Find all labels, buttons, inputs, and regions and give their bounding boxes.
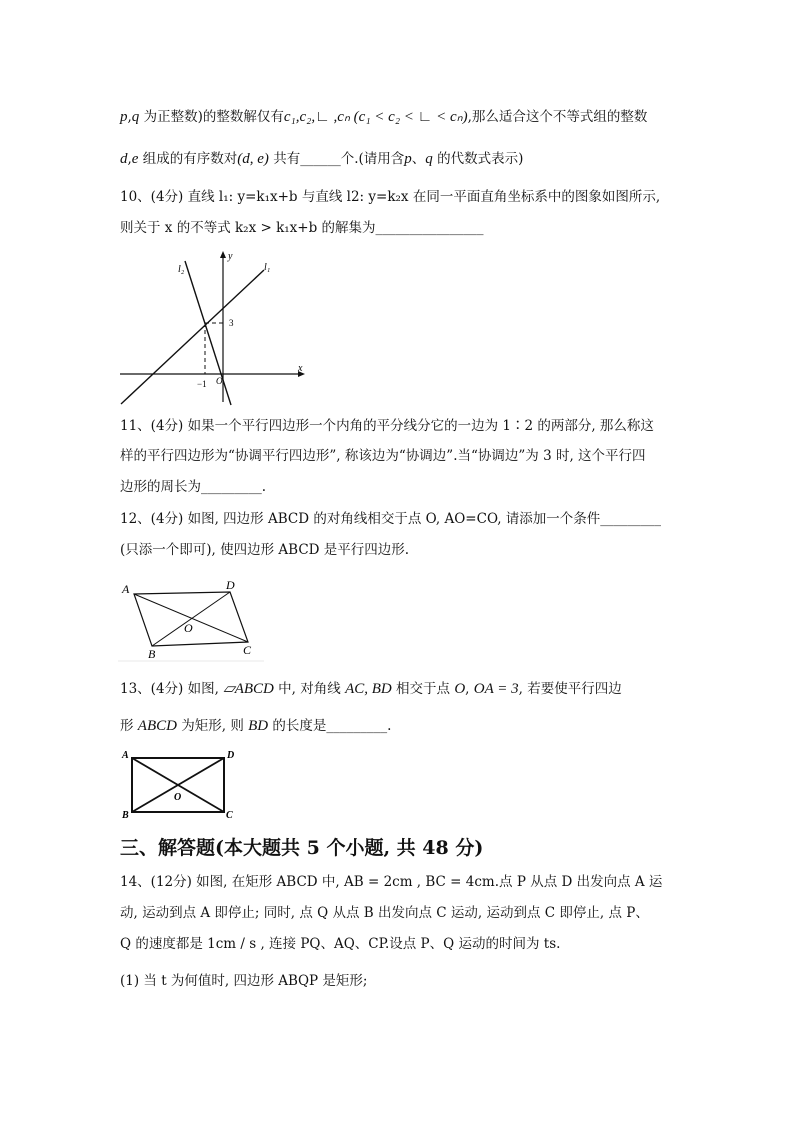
q13-text-5: , 若要使平行四边: [518, 681, 622, 697]
q9-line-2: [120, 150, 523, 168]
center-o: O: [184, 621, 193, 635]
q13-text-8: 的长度是_________.: [268, 718, 392, 734]
q9-text-2: ,那么适合这个不等式组的整数: [467, 109, 648, 125]
q13-text-7: 为矩形, 则: [176, 718, 249, 734]
label-l2: l₂: [178, 264, 185, 275]
q10-line-2: 则关于 x 的不等式 k₂x > k₁x+b 的解集为________________: [120, 220, 484, 236]
q13-text-6: 形: [120, 718, 138, 734]
q13-math-diagonals: AC, BD: [345, 681, 392, 697]
label-minus-1: −1: [197, 379, 207, 389]
vertex-a: A: [122, 582, 130, 596]
vertex-c: C: [243, 643, 252, 657]
q14-line-1: 14、(12分) 如图, 在矩形 ABCD 中, AB = 2cm , BC = 4cm.点 P 从点 D 出发向点 A 运: [120, 874, 663, 890]
q12-line-1: 12、(4分) 如图, 四边形 ABCD 的对角线相交于点 O, AO=CO, 请添加一个条件_________: [120, 511, 662, 527]
label-origin: O: [216, 376, 223, 386]
q13-line-2: [120, 717, 391, 735]
q13-text-4: ,: [465, 681, 474, 697]
q9-separator: 、: [411, 151, 426, 167]
q10-line-1: 10、(4分) 直线 l₁: y=k₁x+b 与直线 l2: y=k₂x 在同一平面直角坐标系中的图象如图所示,: [120, 189, 661, 205]
q13-text: 13、(4分) 如图,: [120, 681, 224, 697]
vertex-a: A: [122, 750, 129, 761]
q9-var-p: p: [120, 109, 128, 125]
center-o: O: [174, 792, 182, 803]
line-l1: [121, 270, 264, 404]
q11-line-3: 边形的周长为_________.: [120, 479, 267, 495]
vertex-b: B: [148, 647, 156, 661]
vertex-c: C: [226, 810, 233, 821]
vertex-d: D: [226, 578, 235, 592]
q9-comma-2: ,: [127, 151, 132, 167]
label-y: y: [228, 251, 233, 262]
q9-var-d: d: [120, 151, 128, 167]
label-3: 3: [229, 318, 234, 328]
q12-line-2: (只添一个即可), 使四边形 ABCD 是平行四边形.: [120, 542, 410, 558]
q13-math-point-o: O: [454, 681, 466, 697]
q9-text-3: 组成的有序数对: [138, 151, 238, 167]
q9-text-4: 共有______个.(请用含: [268, 151, 405, 167]
q9-comma: ,: [127, 109, 132, 125]
q9-math-c-sequence: c₁,c₂,∟ ,cₙ (c₁ < c₂ < ∟ < cₙ): [283, 109, 468, 125]
y-axis-arrow: [220, 251, 226, 258]
q13-math-bd: BD: [248, 718, 269, 734]
q9-text: 为正整数)的整数解仅有: [139, 109, 284, 125]
q9-var-e: e: [131, 151, 139, 167]
q9-math-pair: (d, e): [237, 151, 269, 167]
line-l2: [185, 261, 231, 405]
q13-text-2: 中, 对角线: [273, 681, 346, 697]
q13-math-abcd: ABCD: [137, 718, 177, 734]
q12-parallelogram-figure: [118, 574, 268, 662]
q14-line-4: (1) 当 t 为何值时, 四边形 ABQP 是矩形;: [120, 973, 368, 989]
q10-coordinate-figure: [118, 250, 308, 410]
vertex-d: D: [227, 750, 235, 761]
q11-line-1: 11、(4分) 如果一个平行四边形一个内角的平分线分它的一边为 1∶2 的两部分, 那么称这: [120, 418, 654, 434]
q13-math-oa: OA = 3: [473, 681, 519, 697]
q9-line-1: [120, 108, 647, 126]
diagonal-bd: [152, 592, 230, 646]
q14-line-3: Q 的速度都是 1cm / s , 连接 PQ、AQ、CP.设点 P、Q 运动的时间为 ts.: [120, 936, 561, 952]
label-l1: l₁: [264, 262, 271, 273]
section-3-title: 三、解答题(本大题共 5 个小题, 共 48 分): [120, 837, 484, 859]
q9-var-p-2: p: [404, 151, 412, 167]
q13-line-1: [120, 680, 622, 698]
vertex-b: B: [122, 810, 129, 821]
q9-var-q-2: q: [425, 151, 433, 167]
q13-math-parallelogram: ▱ABCD: [223, 681, 274, 697]
q9-var-q: q: [131, 109, 140, 125]
label-x: x: [298, 363, 303, 374]
q13-rectangle-figure: [118, 748, 244, 822]
q11-line-2: 样的平行四边形为“协调平行四边形”, 称该边为“协调边”.当“协调边”为 3 时, 这个平行四: [120, 448, 646, 464]
q13-text-3: 相交于点: [391, 681, 455, 697]
q14-line-2: 动, 运动到点 A 即停止; 同时, 点 Q 从点 B 出发向点 C 运动, 运动到点 C 即停止, 点 P、: [120, 905, 649, 921]
q9-text-5: 的代数式表示): [432, 151, 524, 167]
